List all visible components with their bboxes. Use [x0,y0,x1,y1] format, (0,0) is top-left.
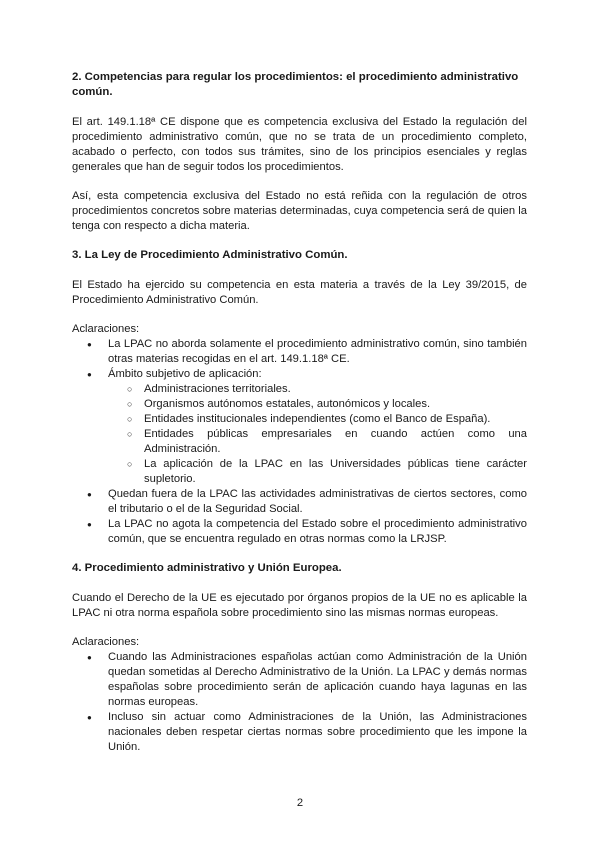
list-item [72,367,527,487]
list-item-text: Ámbito subjetivo de aplicación: [108,368,262,380]
section-4-bullet-list [72,650,527,755]
section-2-paragraph-1: El art. 149.1.18ª CE dispone que es competencia exclusiva del Estado la regulación del procedimiento administrativo común, que no se trata de un procedimiento completo, acabado o perfecto, con todos sus trámites, sino de los principios esenciales y reglas generales que han de seguir todos los procedimientos. [72,116,527,173]
section-3-bullet-list [72,337,527,547]
section-2-heading: 2. Competencias para regular los procedimientos: el procedimiento administrativo común. [72,71,519,98]
section-3-heading: 3. La Ley de Procedimiento Administrativo Común. [72,249,348,261]
section-3-paragraph-1: El Estado ha ejercido su competencia en esta materia a través de la Ley 39/2015, de Procedimiento Administrativo Común. [72,279,527,306]
sub-list-item: ○ Entidades institucionales independientes (como el Banco de España). [108,412,527,427]
sub-list-item: ○ Administraciones territoriales. [108,382,527,397]
list-item: ● Quedan fuera de la LPAC las actividades administrativas de ciertos sectores, como el tributario o el de la Seguridad Social. [72,487,527,517]
page-number: 2 [296,797,304,809]
section-4-heading: 4. Procedimiento administrativo y Unión Europea. [72,562,342,574]
list-item: ● Incluso sin actuar como Administraciones de la Unión, las Administraciones nacionales deben respetar ciertas normas sobre procedimiento que les impone la Unión. [72,710,527,755]
section-4-aclaraciones-label: Aclaraciones: [72,636,140,648]
page-content [72,70,527,755]
list-item: ● Cuando las Administraciones españolas actúan como Administración de la Unión quedan sometidas al Derecho Administrativo de la Unión. La LPAC y demás normas españolas sobre procedimiento serán de aplicación cuando haya lagunas en las normas europeas. [72,650,527,710]
sub-list-item: ○ Entidades públicas empresariales en cuando actúen como una Administración. [108,427,527,457]
sub-list-item: ○ La aplicación de la LPAC en las Universidades públicas tiene carácter supletorio. [108,457,527,487]
list-item: ● La LPAC no agota la competencia del Estado sobre el procedimiento administrativo común, que se encuentra regulado en otras normas como la LRJSP. [72,517,527,547]
ambito-sub-list [108,382,527,487]
list-item: ● La LPAC no aborda solamente el procedimiento administrativo común, sino también otras materias recogidas en el art. 149.1.18ª CE. [72,337,527,367]
section-2-paragraph-2: Así, esta competencia exclusiva del Estado no está reñida con la regulación de otros procedimientos concretos sobre materias determinadas, cuya competencia será de quien la tenga con respecto a dicha materia. [72,190,527,232]
section-4-paragraph-1: Cuando el Derecho de la UE es ejecutado por órganos propios de la UE no es aplicable la LPAC ni otra norma española sobre procedimiento sino las mismas normas europeas. [72,592,527,619]
section-3-aclaraciones-label: Aclaraciones: [72,323,140,335]
sub-list-item: ○ Organismos autónomos estatales, autonómicos y locales. [108,397,527,412]
